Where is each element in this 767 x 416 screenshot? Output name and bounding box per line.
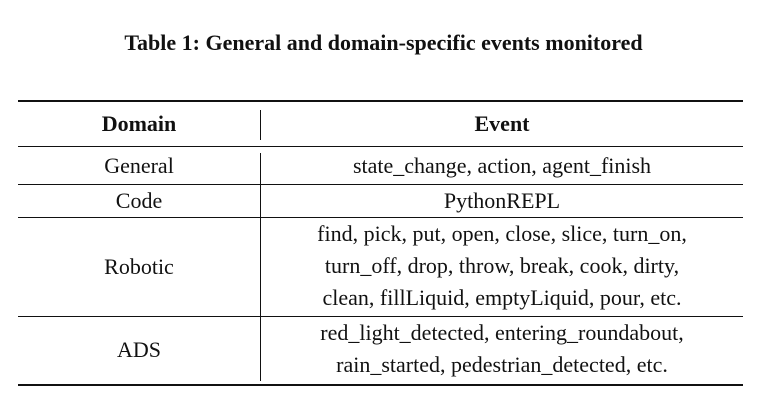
event-line-ads-2: rain_started, pedestrian_detected, etc. (336, 352, 668, 377)
table-top-rule (18, 100, 743, 102)
event-line-robotic-3: clean, fillLiquid, emptyLiquid, pour, etc. (322, 285, 682, 310)
table-caption: Table 1: General and domain-specific events monitored (124, 30, 643, 55)
event-line-robotic-2: turn_off, drop, throw, break, cook, dirty, (324, 253, 680, 278)
domain-cell-code: Code (115, 188, 163, 213)
event-line-robotic-1: find, pick, put, open, close, slice, turn_on, (317, 221, 687, 246)
event-line-ads-1: red_light_detected, entering_roundabout, (320, 320, 684, 345)
header-domain: Domain (101, 111, 177, 136)
domain-cell-ads: ADS (116, 337, 161, 362)
header-event: Event (474, 111, 530, 136)
event-cell-code: PythonREPL (443, 188, 561, 213)
header-bottom-rule (18, 146, 743, 147)
event-cell-general: state_change, action, agent_finish (352, 153, 652, 178)
table-bottom-rule (18, 384, 743, 386)
domain-cell-robotic: Robotic (104, 254, 174, 279)
domain-cell-general: General (104, 153, 174, 178)
